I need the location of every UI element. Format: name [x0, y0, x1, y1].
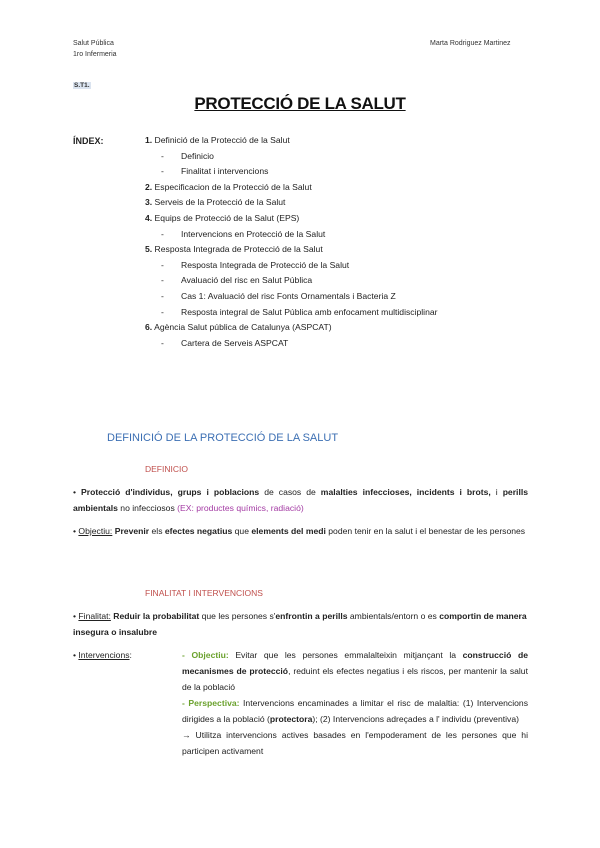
toc-subitem: - Finalitat i intervencions — [161, 166, 269, 177]
index-label: ÍNDEX: — [73, 136, 104, 146]
toc-item: 2. Especificacion de la Protecció de la Salut — [145, 181, 312, 192]
intervencions-objectiu: - Objectiu: Evitar que les persones emmalalteixin mitjançant la construcció de mecanismes de protecció, reduint els efectes negatius i els riscos, per mantenir la salut de la població — [182, 650, 528, 692]
toc-subitem: - Resposta Integrada de Protecció de la Salut — [161, 259, 350, 270]
bullet: • — [73, 487, 77, 497]
header-course: 1ro Infermeria — [73, 51, 117, 58]
paragraph-finalitat: • Finalitat: Reduir la probabilitat que les persones s'enfrontin a perills ambientals/entorn o es comportin de manera insegura o insalubre — [73, 611, 527, 637]
bullet: • — [73, 650, 77, 660]
intervencions-body — [182, 647, 528, 759]
subsection-heading-definicio: DEFINICIO — [145, 464, 188, 474]
section-title: DEFINICIÓ DE LA PROTECCIÓ DE LA SALUT — [107, 432, 339, 444]
intervencions-perspectiva: - Perspectiva: Intervencions encaminades a limitar el risc de malaltia: (1) Intervencions dirigides a la població (protectora); (2) Intervencions adreçades a l' individu (preventiva) — [182, 698, 528, 724]
paragraph-definicio: • Protecció d'individus, grups i poblacions de casos de malalties infeccioses, incidents i brots, i perills ambientals no infecciosos (EX: productes químics, radiació) — [73, 487, 529, 513]
intervencions-arrow-note: → Utilitza intervencions actives basades en l'empoderament de les persones que hi participen activament — [182, 730, 528, 756]
page-title: PROTECCIÓ DE LA SALUT — [194, 94, 406, 113]
toc-item: 3. Serveis de la Protecció de la Salut — [145, 197, 286, 208]
subsection-heading-finalitat: FINALITAT I INTERVENCIONS — [145, 588, 263, 598]
toc-subitem: - Cartera de Serveis ASPCAT — [161, 337, 289, 348]
toc-item: 4. Equips de Protecció de la Salut (EPS) — [145, 212, 300, 223]
unit-tag: S.T1. — [74, 82, 90, 89]
table-of-contents — [145, 133, 438, 351]
toc-subitem: - Intervencions en Protecció de la Salut — [161, 228, 326, 239]
header-subject: Salut Pública — [73, 40, 114, 47]
paragraph-objectiu: • Objectiu: Prevenir els efectes negatius que elements del medi poden tenir en la salut i el benestar de les persones — [73, 526, 526, 536]
toc-item: 1. Definició de la Protecció de la Salut — [145, 135, 290, 145]
toc-subitem: - Avaluació del risc en Salut Pública — [161, 275, 313, 286]
toc-subitem: - Resposta integral de Salut Pública amb enfocament multidisciplinar — [161, 306, 438, 317]
bullet: • — [73, 611, 77, 621]
bullet: • — [73, 526, 77, 536]
toc-subitem: - Cas 1: Avaluació del risc Fonts Ornamentals i Bacteria Z — [161, 290, 396, 301]
header-author: Marta Rodriguez Martinez — [430, 40, 511, 47]
toc-subitem: - Definicio — [161, 150, 214, 161]
toc-item: 5. Resposta Integrada de Protecció de la Salut — [145, 244, 323, 255]
intervencions-label: • Intervencions: — [73, 650, 132, 660]
toc-item: 6. Agència Salut pública de Catalunya (ASPCAT) — [145, 322, 332, 333]
